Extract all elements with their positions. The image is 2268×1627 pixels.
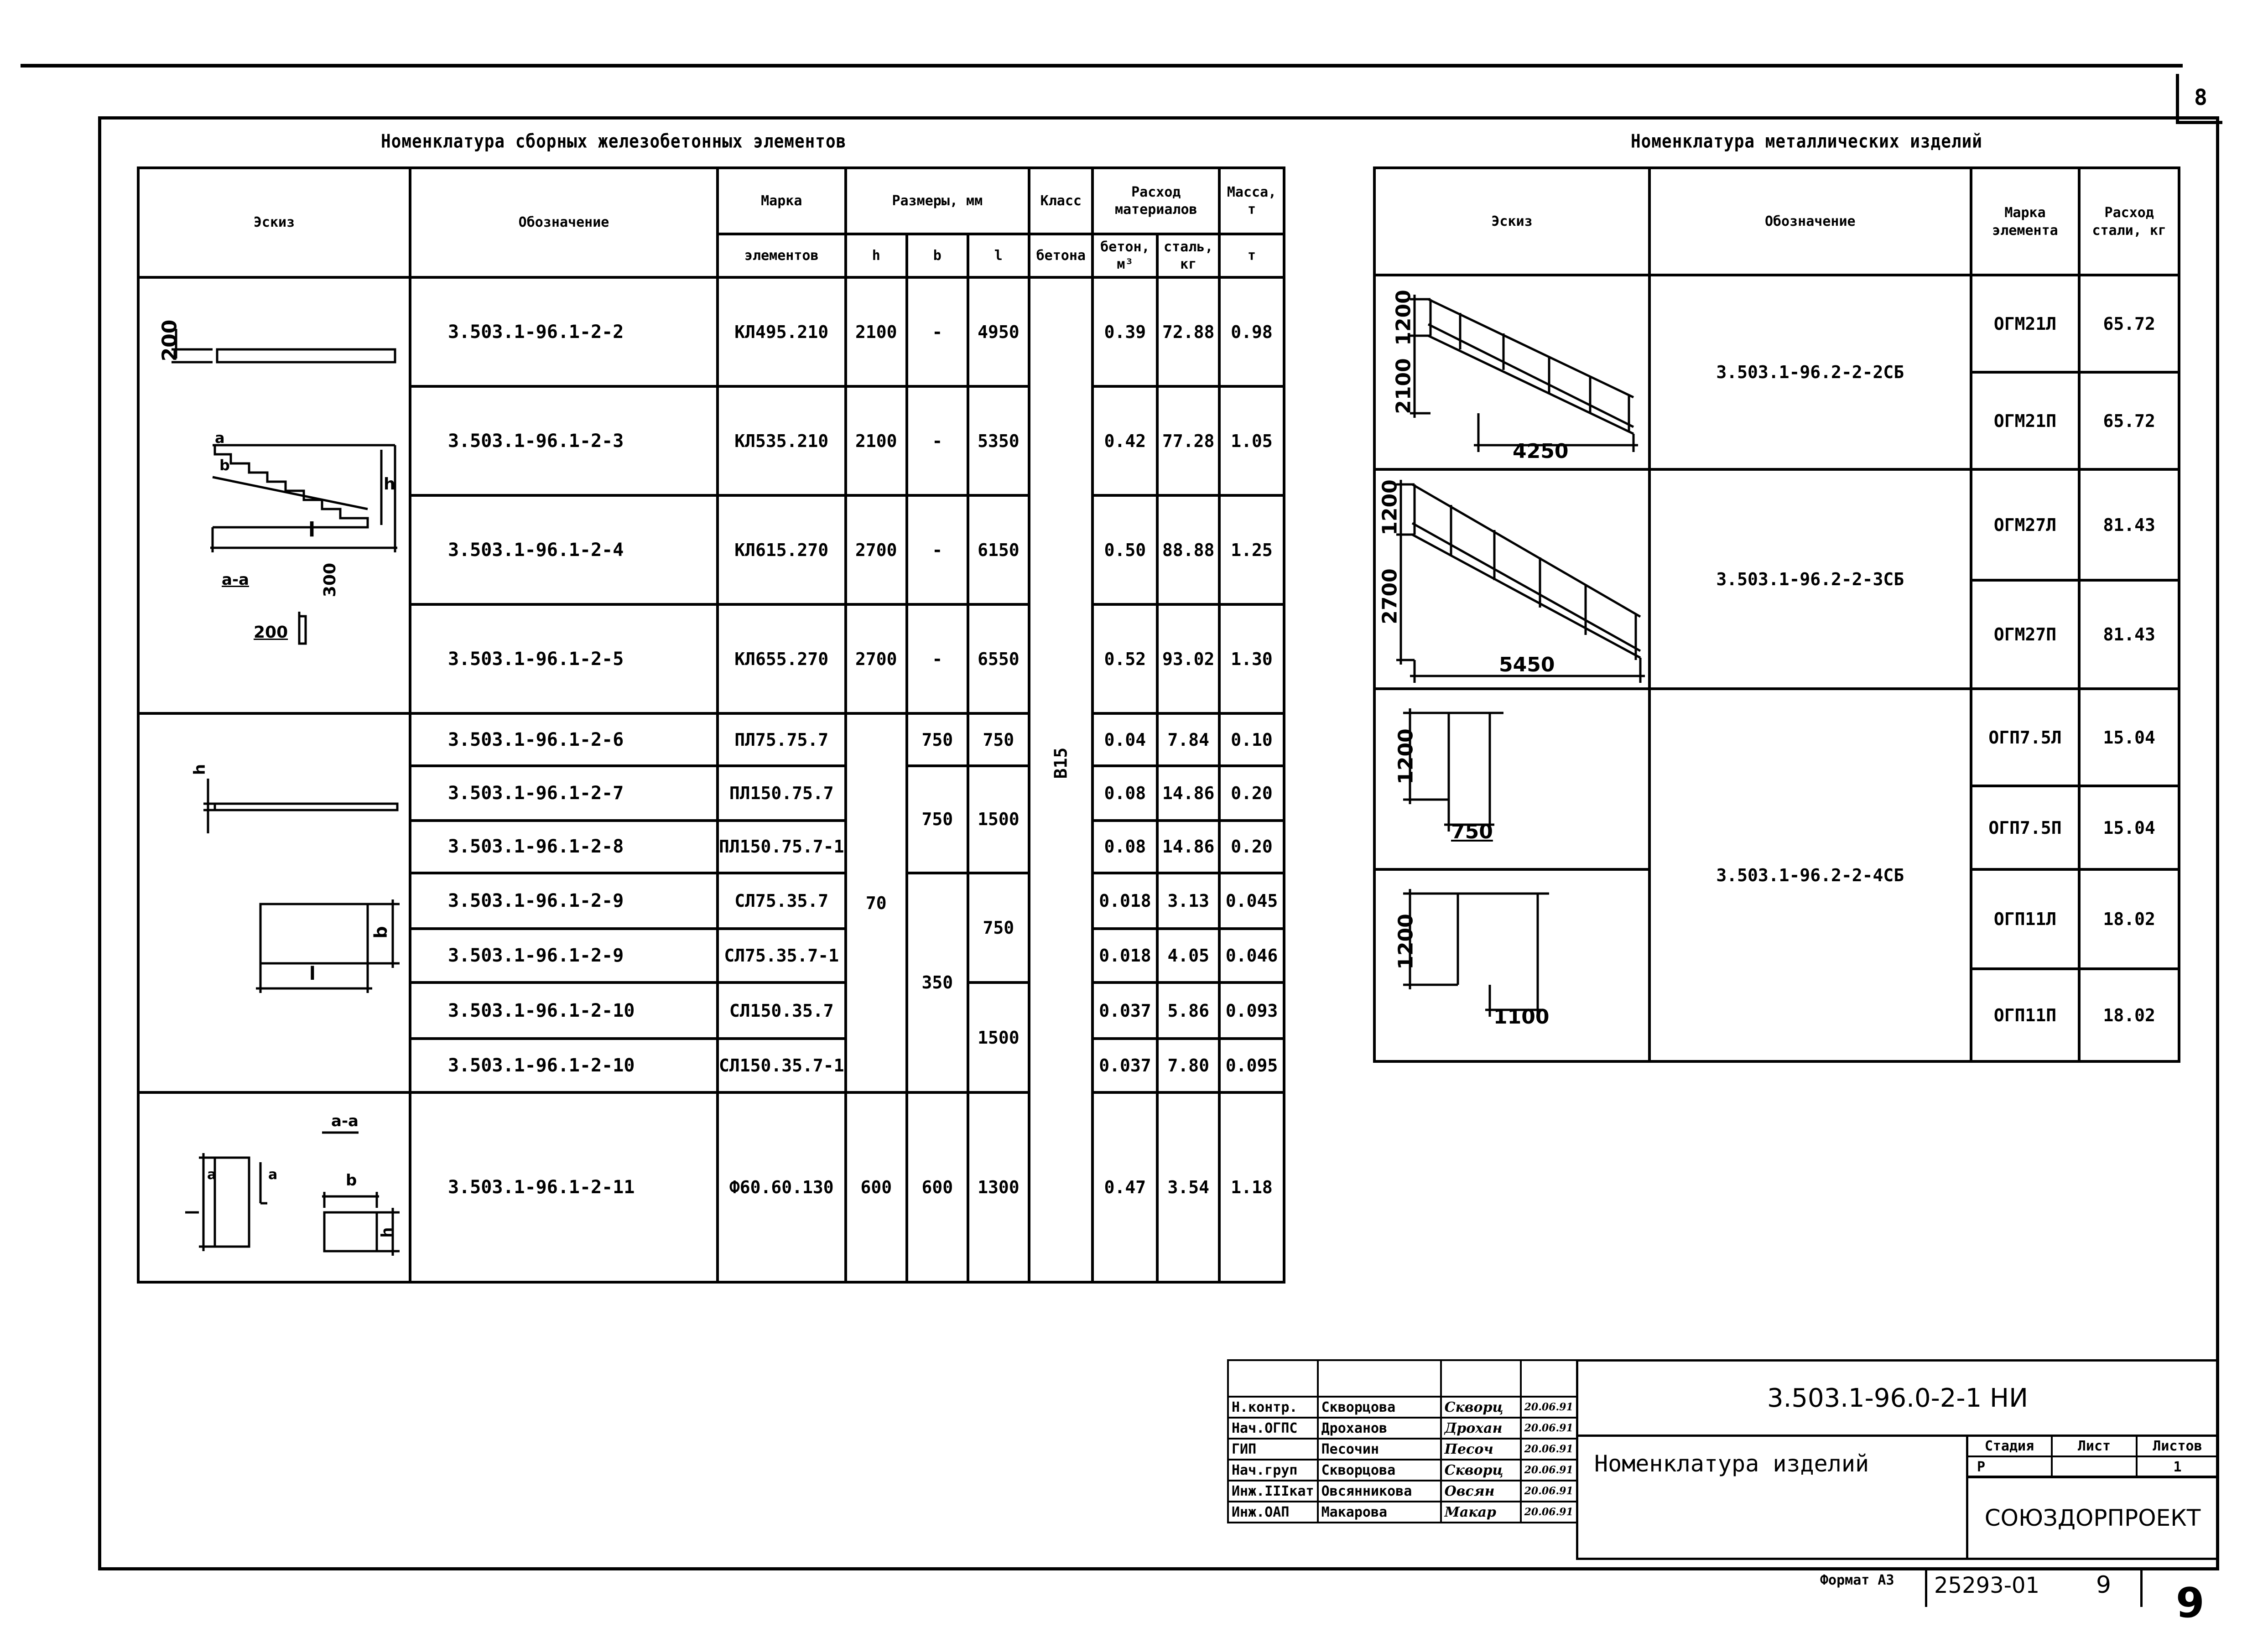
staff6-name: Макарова <box>1318 1502 1441 1523</box>
row5-mark: ПЛ75.75.7 <box>718 713 846 766</box>
row3-mark: КЛ615.270 <box>718 495 846 604</box>
row9-concrete: 0.018 <box>1092 929 1157 982</box>
row1-designation: 3.503.1-96.1-2-2 <box>410 277 718 386</box>
staff2-name: Дроханов <box>1318 1418 1441 1439</box>
metal-header-mark: Марка элемента <box>1971 168 2080 275</box>
row11-concrete: 0.037 <box>1092 1039 1157 1092</box>
footer-divider <box>1925 1570 1927 1607</box>
row4-mark: КЛ655.270 <box>718 604 846 713</box>
g3-mark-3: ОГП11Л <box>1971 869 2080 969</box>
row5-steel: 7.84 <box>1157 713 1219 766</box>
row4-concrete: 0.52 <box>1092 604 1157 713</box>
sketch4-dim-b: b <box>346 1171 357 1190</box>
format-label: Формат А3 <box>1820 1572 1894 1588</box>
footer-right-divider <box>2140 1570 2143 1607</box>
row10-mark: СЛ150.35.7 <box>718 982 846 1039</box>
railing21-dim-1200: 1200 <box>1392 290 1415 346</box>
row10-concrete: 0.037 <box>1092 982 1157 1039</box>
stage-table <box>1966 1435 2219 1478</box>
merged-b-350: 350 <box>907 873 968 1092</box>
row12-h: 600 <box>846 1092 907 1282</box>
sheet-label: Лист <box>2052 1435 2137 1456</box>
sketch-railing-27 <box>1374 469 1649 689</box>
sketch-column <box>138 1092 410 1282</box>
sketch2-dim-h: h <box>191 764 209 775</box>
staff4-name: Скворцова <box>1318 1460 1441 1481</box>
row6-concrete: 0.08 <box>1092 766 1157 821</box>
row4-designation: 3.503.1-96.1-2-5 <box>410 604 718 713</box>
row2-mark: КЛ535.210 <box>718 386 846 495</box>
row3-concrete: 0.50 <box>1092 495 1157 604</box>
row3-l: 6150 <box>968 495 1030 604</box>
row9-mass: 0.046 <box>1219 929 1284 982</box>
staff4-role: Нач.груп <box>1228 1460 1318 1481</box>
staff3-date: 20.06.91 <box>1521 1439 1577 1460</box>
row12-mark: Ф60.60.130 <box>718 1092 846 1282</box>
row11-steel: 7.80 <box>1157 1039 1219 1092</box>
railing27-dim-1200: 1200 <box>1378 479 1402 535</box>
doc-title: Номенклатура изделий <box>1594 1450 1869 1477</box>
group1-designation: 3.503.1-96.2-2-2СБ <box>1649 275 1971 469</box>
g3-steel-2: 15.04 <box>2079 786 2179 869</box>
staff3-name: Песочин <box>1318 1439 1441 1460</box>
inventory-number: 25293-01 <box>1934 1573 2040 1598</box>
row1-mass: 0.98 <box>1219 277 1284 386</box>
staff5-role: Инж.IIIкат <box>1228 1481 1318 1502</box>
g3-steel-4: 18.02 <box>2079 969 2179 1061</box>
header-sketch: Эскиз <box>138 168 410 277</box>
group3-designation: 3.503.1-96.2-2-4СБ <box>1649 689 1971 1061</box>
g1-mark-2: ОГМ21П <box>1971 372 2080 469</box>
row2-designation: 3.503.1-96.1-2-3 <box>410 386 718 495</box>
row3-mass: 1.25 <box>1219 495 1284 604</box>
railing75-dim-750: 750 <box>1451 820 1493 843</box>
stage-value: Р <box>1967 1456 2052 1477</box>
org-name: СОЮЗДОРПРОЕКТ <box>1984 1504 2201 1531</box>
top-border-line <box>21 64 2183 68</box>
header-b: b <box>907 234 968 277</box>
g2-mark-1: ОГМ27Л <box>1971 469 2080 580</box>
sheet-corner-number: 8 <box>2176 74 2222 124</box>
g3-steel-1: 15.04 <box>2079 689 2179 786</box>
row1-h: 2100 <box>846 277 907 386</box>
row8-mass: 0.045 <box>1219 873 1284 929</box>
header-mass-unit: т <box>1219 234 1284 277</box>
row12-b: 600 <box>907 1092 968 1282</box>
sketch1-dim-200b: 200 <box>254 623 288 642</box>
staff5-name: Овсянникова <box>1318 1481 1441 1502</box>
row4-l: 6550 <box>968 604 1030 713</box>
sketch3-dim-l: l <box>309 963 316 984</box>
header-mass: Масса, т <box>1219 168 1284 234</box>
staff1-date: 20.06.91 <box>1521 1397 1577 1418</box>
header-class-top: Класс <box>1029 168 1092 234</box>
row3-h: 2700 <box>846 495 907 604</box>
merged-l-1500b: 1500 <box>968 982 1030 1092</box>
row10-mass: 0.093 <box>1219 982 1284 1039</box>
row7-mark: ПЛ150.75.7-1 <box>718 821 846 873</box>
header-mark-bottom: элементов <box>718 234 846 277</box>
sketch1-dim-b: b <box>219 457 230 474</box>
sketch4-dim-a2: a <box>268 1167 278 1183</box>
sketch1-section-aa: a-a <box>222 571 249 589</box>
metal-header-steel: Расход стали, кг <box>2079 168 2179 275</box>
sketch-platform-railing-75 <box>1374 689 1649 869</box>
row2-steel: 77.28 <box>1157 386 1219 495</box>
row4-steel: 93.02 <box>1157 604 1219 713</box>
elements-table-caption: Номенклатура сборных железобетонных элементов <box>381 130 847 153</box>
row5-concrete: 0.04 <box>1092 713 1157 766</box>
staff4-date: 20.06.91 <box>1521 1460 1577 1481</box>
row12-steel: 3.54 <box>1157 1092 1219 1282</box>
title-block <box>1227 1359 2219 1569</box>
row4-mass: 1.30 <box>1219 604 1284 713</box>
staff1-role: Н.контр. <box>1228 1397 1318 1418</box>
row8-concrete: 0.018 <box>1092 873 1157 929</box>
g1-mark-1: ОГМ21Л <box>1971 275 2080 372</box>
row2-concrete: 0.42 <box>1092 386 1157 495</box>
page-number: 9 <box>2096 1571 2112 1599</box>
row3-steel: 88.88 <box>1157 495 1219 604</box>
row10-designation: 3.503.1-96.1-2-10 <box>410 982 718 1039</box>
g3-mark-2: ОГП7.5П <box>1971 786 2080 869</box>
staff6-role: Инж.ОАП <box>1228 1502 1318 1523</box>
header-consumption: Расход материалов <box>1092 168 1219 234</box>
row12-concrete: 0.47 <box>1092 1092 1157 1282</box>
sketch1-dim-300: 300 <box>321 562 340 598</box>
row2-h: 2100 <box>846 386 907 495</box>
row6-steel: 14.86 <box>1157 766 1219 821</box>
staff2-signature: Дрохан <box>1441 1418 1521 1439</box>
row12-l: 1300 <box>968 1092 1030 1282</box>
sketch4-dim-a1: a <box>207 1167 217 1183</box>
sketch-platform-railing-11 <box>1374 869 1649 1061</box>
corner-digit: 9 <box>2176 1579 2205 1627</box>
merged-l-750: 750 <box>968 873 1030 983</box>
row5-designation: 3.503.1-96.1-2-6 <box>410 713 718 766</box>
row8-steel: 3.13 <box>1157 873 1219 929</box>
header-mark-top: Марка <box>718 168 846 234</box>
header-l: l <box>968 234 1030 277</box>
row8-designation: 3.503.1-96.1-2-9 <box>410 873 718 929</box>
row5-l: 750 <box>968 713 1030 766</box>
g3-mark-4: ОГП11П <box>1971 969 2080 1061</box>
sketch-stair-stringer <box>138 277 410 713</box>
staff1-name: Скворцова <box>1318 1397 1441 1418</box>
railing27-dim-2700: 2700 <box>1378 568 1402 624</box>
row1-l: 4950 <box>968 277 1030 386</box>
row9-mark: СЛ75.35.7-1 <box>718 929 846 982</box>
g3-steel-3: 18.02 <box>2079 869 2179 969</box>
row9-designation: 3.503.1-96.1-2-9 <box>410 929 718 982</box>
sketch1-dim-h: h <box>384 475 395 494</box>
g1-steel-2: 65.72 <box>2079 372 2179 469</box>
row6-mass: 0.20 <box>1219 766 1284 821</box>
railing11-dim-1200: 1200 <box>1394 914 1418 970</box>
header-class-bottom: бетона <box>1029 234 1092 277</box>
row3-b: - <box>907 495 968 604</box>
staff5-signature: Овсян <box>1441 1481 1521 1502</box>
row6-designation: 3.503.1-96.1-2-7 <box>410 766 718 821</box>
merged-l-1500a: 1500 <box>968 766 1030 873</box>
sketch4-section-aa: a-a <box>331 1112 359 1130</box>
metal-header-sketch: Эскиз <box>1374 168 1649 275</box>
row10-steel: 5.86 <box>1157 982 1219 1039</box>
sketch3-dim-b: b <box>370 926 391 939</box>
row5-b: 750 <box>907 713 968 766</box>
row1-b: - <box>907 277 968 386</box>
row1-steel: 72.88 <box>1157 277 1219 386</box>
staff2-date: 20.06.91 <box>1521 1418 1577 1439</box>
row11-mark: СЛ150.35.7-1 <box>718 1039 846 1092</box>
g2-mark-2: ОГМ27П <box>1971 580 2080 689</box>
sketch-railing-21 <box>1374 275 1649 469</box>
doc-code: 3.503.1-96.0-2-1 НИ <box>1767 1383 2029 1413</box>
row11-designation: 3.503.1-96.1-2-10 <box>410 1039 718 1092</box>
staff6-signature: Макар <box>1441 1502 1521 1523</box>
staff6-date: 20.06.91 <box>1521 1502 1577 1523</box>
row1-mark: КЛ495.210 <box>718 277 846 386</box>
row5-mass: 0.10 <box>1219 713 1284 766</box>
sheets-value: 1 <box>2137 1456 2218 1477</box>
header-steel: сталь, кг <box>1157 234 1219 277</box>
row8-mark: СЛ75.35.7 <box>718 873 846 929</box>
sheet-value <box>2052 1456 2137 1477</box>
sketch-platform-slab <box>138 713 410 1092</box>
row6-mark: ПЛ150.75.7 <box>718 766 846 821</box>
row11-mass: 0.095 <box>1219 1039 1284 1092</box>
row9-steel: 4.05 <box>1157 929 1219 982</box>
sheets-label: Листов <box>2137 1435 2218 1456</box>
row2-l: 5350 <box>968 386 1030 495</box>
row1-concrete: 0.39 <box>1092 277 1157 386</box>
row2-mass: 1.05 <box>1219 386 1284 495</box>
railing75-dim-1200: 1200 <box>1394 728 1418 785</box>
row7-concrete: 0.08 <box>1092 821 1157 873</box>
staff5-date: 20.06.91 <box>1521 1481 1577 1502</box>
row7-designation: 3.503.1-96.1-2-8 <box>410 821 718 873</box>
elements-table <box>137 166 1285 1284</box>
sketch4-dim-h: h <box>378 1227 395 1238</box>
g3-mark-1: ОГП7.5Л <box>1971 689 2080 786</box>
row12-designation: 3.503.1-96.1-2-11 <box>410 1092 718 1282</box>
staff1-signature: Скворц <box>1441 1397 1521 1418</box>
header-designation: Обозначение <box>410 168 718 277</box>
staff3-role: ГИП <box>1228 1439 1318 1460</box>
g1-steel-1: 65.72 <box>2079 275 2179 372</box>
header-h: h <box>846 234 907 277</box>
metal-table <box>1373 166 2180 1063</box>
row7-steel: 14.86 <box>1157 821 1219 873</box>
class-b15: В15 <box>1029 277 1092 1282</box>
row12-mass: 1.18 <box>1219 1092 1284 1282</box>
doc-title-box <box>1576 1435 1968 1560</box>
merged-b-750: 750 <box>907 766 968 873</box>
sketch1-dim-200: 200 <box>158 319 182 362</box>
header-concrete: бетон, м³ <box>1092 234 1157 277</box>
railing21-dim-4250: 4250 <box>1513 440 1569 463</box>
railing27-dim-5450: 5450 <box>1499 653 1555 676</box>
row4-b: - <box>907 604 968 713</box>
sketch1-dim-a: a <box>215 429 225 447</box>
row3-designation: 3.503.1-96.1-2-4 <box>410 495 718 604</box>
sketch1-dim-l: l <box>308 518 316 541</box>
railing11-dim-1100: 1100 <box>1493 1005 1550 1029</box>
staff2-role: Нач.ОГПС <box>1228 1418 1318 1439</box>
g2-steel-1: 81.43 <box>2079 469 2179 580</box>
row4-h: 2700 <box>846 604 907 713</box>
merged-h-70: 70 <box>846 713 907 1092</box>
stage-label: Стадия <box>1967 1435 2052 1456</box>
header-dims: Размеры, мм <box>846 168 1030 234</box>
staff3-signature: Песоч <box>1441 1439 1521 1460</box>
doc-code-box <box>1576 1359 2219 1437</box>
g2-steel-2: 81.43 <box>2079 580 2179 689</box>
metal-header-designation: Обозначение <box>1649 168 1971 275</box>
railing21-dim-2100: 2100 <box>1392 358 1415 414</box>
metal-table-caption: Номенклатура металлических изделий <box>1631 130 1982 153</box>
staff4-signature: Скворц <box>1441 1460 1521 1481</box>
org-box <box>1966 1476 2219 1560</box>
row2-b: - <box>907 386 968 495</box>
group2-designation: 3.503.1-96.2-2-3СБ <box>1649 469 1971 689</box>
staff-table <box>1227 1359 1578 1523</box>
row7-mass: 0.20 <box>1219 821 1284 873</box>
